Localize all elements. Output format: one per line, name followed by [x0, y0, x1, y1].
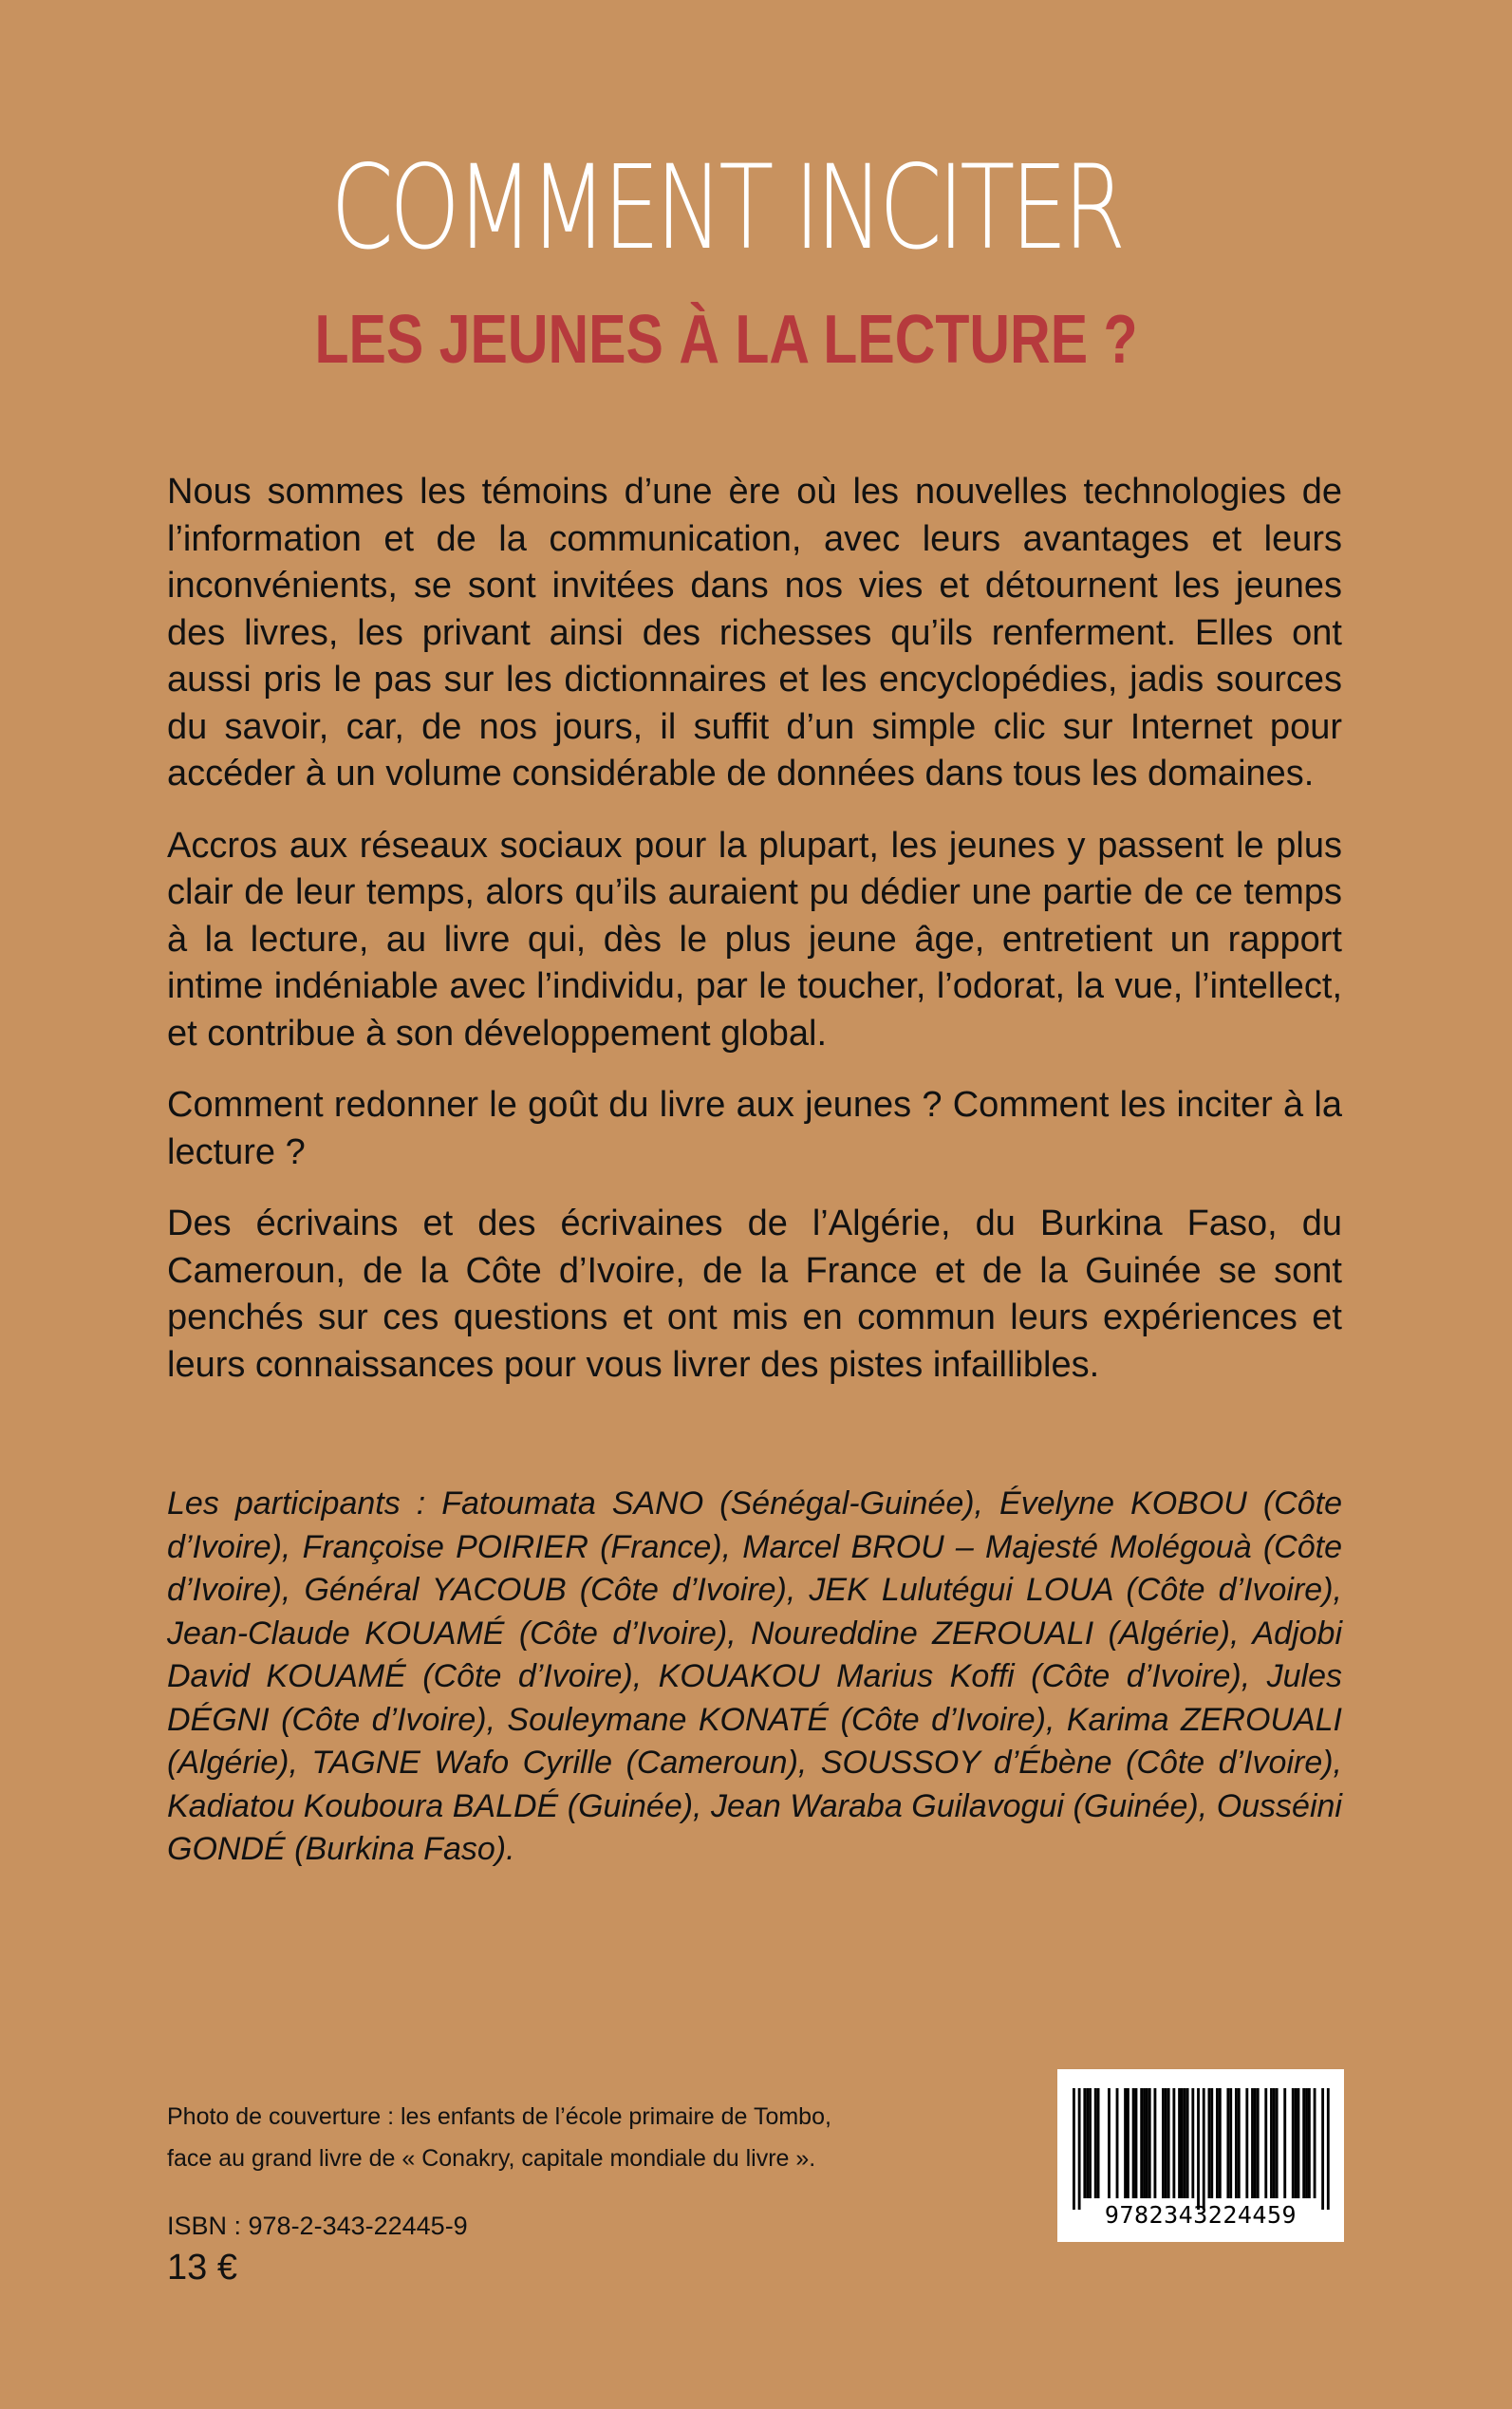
barcode-bar [1116, 2088, 1119, 2198]
barcode-bar [1140, 2088, 1143, 2198]
barcode-bar [1270, 2088, 1273, 2198]
barcode-bar [1191, 2088, 1194, 2198]
barcode-bar [1143, 2088, 1146, 2198]
barcode-bar [1276, 2088, 1279, 2198]
barcode-bar [1124, 2088, 1127, 2198]
barcode-bar [1203, 2088, 1205, 2210]
isbn: ISBN : 978-2-343-22445-9 [167, 2212, 468, 2240]
barcode-bar [1146, 2088, 1148, 2198]
barcode [1057, 2069, 1344, 2242]
photo-credit-line: Photo de couverture : les enfants de l’école primaire de Tombo, [167, 2103, 831, 2130]
barcode-bar [1321, 2088, 1324, 2210]
barcode-bar [1094, 2088, 1097, 2198]
barcode-bar [1216, 2088, 1219, 2198]
barcode-bar [1184, 2088, 1186, 2198]
barcode-bar [1229, 2088, 1232, 2198]
blurb-paragraph: Comment redonner le goût du livre aux jeunes ? Comment les inciter à la lecture ? [167, 1085, 1342, 1172]
barcode-bar [1273, 2088, 1276, 2198]
price: 13 € [167, 2248, 237, 2288]
barcode-bar [1245, 2088, 1248, 2198]
barcode-bar [1078, 2088, 1081, 2210]
barcode-digits: 9782343224459 [1104, 2201, 1297, 2229]
barcode-bar [1208, 2088, 1211, 2198]
barcode-bar [1297, 2088, 1300, 2198]
barcode-bar [1292, 2088, 1295, 2198]
blurb-paragraph: Des écrivains et des écrivaines de l’Algérie, du Burkina Faso, du Cameroun, de la Côte d’Ivoire, de la France et de la Guinée se sont penchés sur ces questions et ont mis en commun leurs expériences et leurs connaissances pour vous livrer des pistes infaillibles. [167, 1204, 1342, 1385]
barcode-bar [1148, 2088, 1151, 2198]
barcode-bar [1283, 2088, 1286, 2198]
barcode-bar [1167, 2088, 1170, 2198]
barcode-bar [1073, 2088, 1075, 2210]
barcode-bar [1302, 2088, 1305, 2198]
photo-credit-line: face au grand livre de « Conakry, capitale mondiale du livre ». [167, 2145, 816, 2172]
barcode-bar [1257, 2088, 1260, 2198]
blurb-paragraph: Accros aux réseaux sociaux pour la plupart, les jeunes y passent le plus clair de leur temps, alors qu’ils auraient pu dédier une partie de ce temps à la lecture, au livre qui, dès le plus jeune âge, entretient un rapport intime indéniable avec l’individu, par le toucher, l’odorat, la vue, l’intellect, et contribue à son développement global. [167, 825, 1342, 1054]
barcode-bar [1226, 2088, 1229, 2198]
barcode-bar [1086, 2088, 1089, 2198]
title-subtitle: LES JEUNES À LA LECTURE ? [314, 302, 1138, 378]
photo-credit [167, 2096, 831, 2179]
barcode-bar [1132, 2088, 1135, 2198]
barcode-bar [1305, 2088, 1308, 2198]
barcode-bar [1165, 2088, 1167, 2198]
barcode-bar [1154, 2088, 1157, 2198]
barcode-bar [1238, 2088, 1241, 2198]
barcode-bar [1254, 2088, 1257, 2198]
barcode-bar [1172, 2088, 1175, 2198]
title-main: COMMENT INCITER [330, 140, 1122, 275]
barcode-bar [1314, 2088, 1316, 2198]
barcode-bar [1295, 2088, 1297, 2198]
barcode-bar [1083, 2088, 1086, 2198]
barcode-bar [1219, 2088, 1222, 2198]
participants-list: Les participants : Fatoumata SANO (Sénégal-Guinée), Évelyne KOBOU (Côte d’Ivoire), Françoise POIRIER (France), Marcel BROU – Majesté Molégouà (Côte d’Ivoire), Général YACOUB (Côte d’Ivoire), JEK Lulutégui LOUA (Côte d’Ivoire), Jean-Claude KOUAMÉ (Côte d’Ivoire), Noureddine ZEROUALI (Algérie), Adjobi David KOUAMÉ (Côte d’Ivoire), KOUAKOU Marius Koffi (Côte d’Ivoire), Jules DÉGNI (Côte d’Ivoire), Souleymane KONATÉ (Côte d’Ivoire), Karima ZEROUALI (Algérie), TAGNE Wafo Cyrille (Cameroun), SOUSSOY d’Ébène (Côte d’Ivoire), Kadiatou Kouboura BALDÉ (Guinée), Jean Waraba Guilavogui (Guinée), Ousséini GONDÉ (Burkina Faso). [167, 1485, 1342, 1867]
barcode-bar [1181, 2088, 1184, 2198]
barcode-bar [1127, 2088, 1129, 2198]
barcode-bar [1089, 2088, 1092, 2198]
barcode-bar [1235, 2088, 1238, 2198]
barcode-bar [1135, 2088, 1138, 2198]
barcode-bar [1327, 2088, 1330, 2210]
barcode-bar [1308, 2088, 1311, 2198]
blurb [167, 469, 1342, 1413]
barcode-bar [1097, 2088, 1100, 2198]
barcode-bar [1197, 2088, 1200, 2210]
barcode-bar [1210, 2088, 1213, 2198]
barcode-bar [1186, 2088, 1189, 2198]
barcode-bar [1178, 2088, 1181, 2198]
barcode-bar [1251, 2088, 1254, 2198]
barcode-bar [1264, 2088, 1267, 2198]
barcode-bar [1108, 2088, 1111, 2198]
barcode-bar [1162, 2088, 1165, 2198]
blurb-paragraph: Nous sommes les témoins d’une ère où les nouvelles technologies de l’information et de la communication, avec leurs avantages et leurs inconvénients, se sont invitées dans nos vies et détournent les jeunes des livres, les privant ainsi des richesses qu’ils renferment. Elles ont aussi pris le pas sur les dictionnaires et les encyclopédies, jadis sources du savoir, car, de nos jours, il suffit d’un simple clic sur Internet pour accéder à un volume considérable de données dans tous les domaines. [167, 472, 1342, 794]
